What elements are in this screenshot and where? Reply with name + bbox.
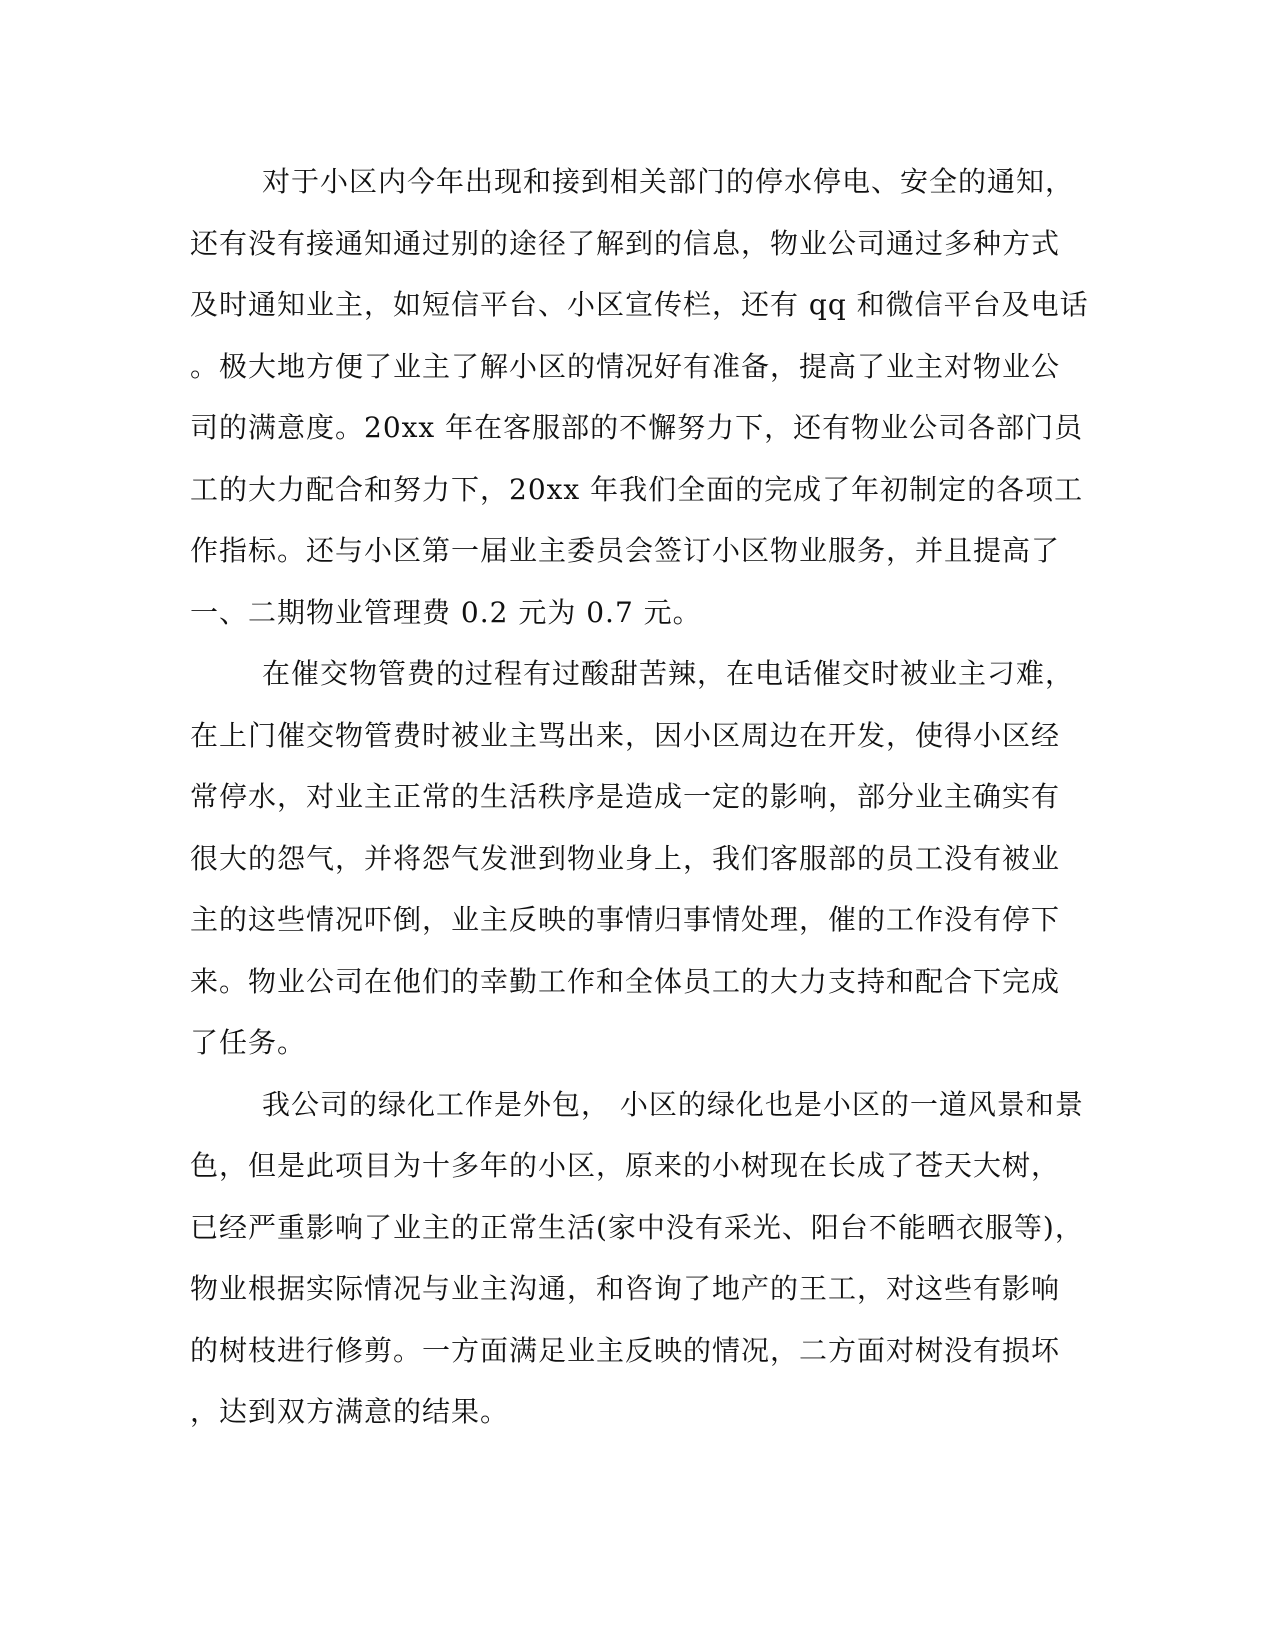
text-line: 在催交物管费的过程有过酸甜苦辣，在电话催交时被业主刁难， xyxy=(262,657,1075,690)
text-line: 作指标。还与小区第一届业主委员会签订小区物业服务，并且提高了 xyxy=(190,534,1061,567)
text-line: 了任务。 xyxy=(190,1026,307,1059)
text-line: 及时通知业主，如短信平台、小区宣传栏，还有 qq 和微信平台及电话 xyxy=(190,288,1089,321)
paragraph-3 xyxy=(190,1085,1090,1454)
text-line: 工的大力配合和努力下，20xx 年我们全面的完成了年初制定的各项工 xyxy=(190,472,1084,506)
text-line: 已经严重影响了业主的正常生活(家中没有采光、阳台不能晒衣服等)， xyxy=(190,1210,1084,1244)
text-line: 色，但是此项目为十多年的小区，原来的小树现在长成了苍天大树， xyxy=(190,1149,1061,1182)
text-line: 。极大地方便了业主了解小区的情况好有准备，提高了业主对物业公 xyxy=(190,349,1061,383)
text-line: 物业根据实际情况与业主沟通，和咨询了地产的王工，对这些有影响 xyxy=(190,1272,1061,1305)
text-line: 常停水，对业主正常的生活秩序是造成一定的影响，部分业主确实有 xyxy=(190,780,1061,813)
text-line: ，达到双方满意的结果。 xyxy=(190,1395,510,1428)
text-line: 司的满意度。20xx 年在客服部的不懈努力下，还有物业公司各部门员 xyxy=(190,411,1084,444)
paragraph-1 xyxy=(190,162,1090,654)
text-line: 我公司的绿化工作是外包， 小区的绿化也是小区的一道风景和景 xyxy=(262,1087,1084,1121)
text-line: 主的这些情况吓倒，业主反映的事情归事情处理，催的工作没有停下 xyxy=(190,903,1061,936)
document-body xyxy=(190,162,1090,1454)
text-line: 很大的怨气，并将怨气发泄到物业身上，我们客服部的员工没有被业 xyxy=(190,841,1061,875)
text-line: 的树枝进行修剪。一方面满足业主反映的情况，二方面对树没有损坏 xyxy=(190,1333,1061,1367)
paragraph-2 xyxy=(190,654,1090,1085)
text-line: 还有没有接通知通过别的途径了解到的信息，物业公司通过多种方式 xyxy=(190,226,1061,260)
text-line: 一、二期物业管理费 0.2 元为 0.7 元。 xyxy=(190,595,702,629)
text-line: 来。物业公司在他们的幸勤工作和全体员工的大力支持和配合下完成 xyxy=(190,964,1061,998)
text-line: 在上门催交物管费时被业主骂出来，因小区周边在开发，使得小区经 xyxy=(190,718,1061,752)
text-line: 对于小区内今年出现和接到相关部门的停水停电、安全的通知， xyxy=(262,165,1075,198)
